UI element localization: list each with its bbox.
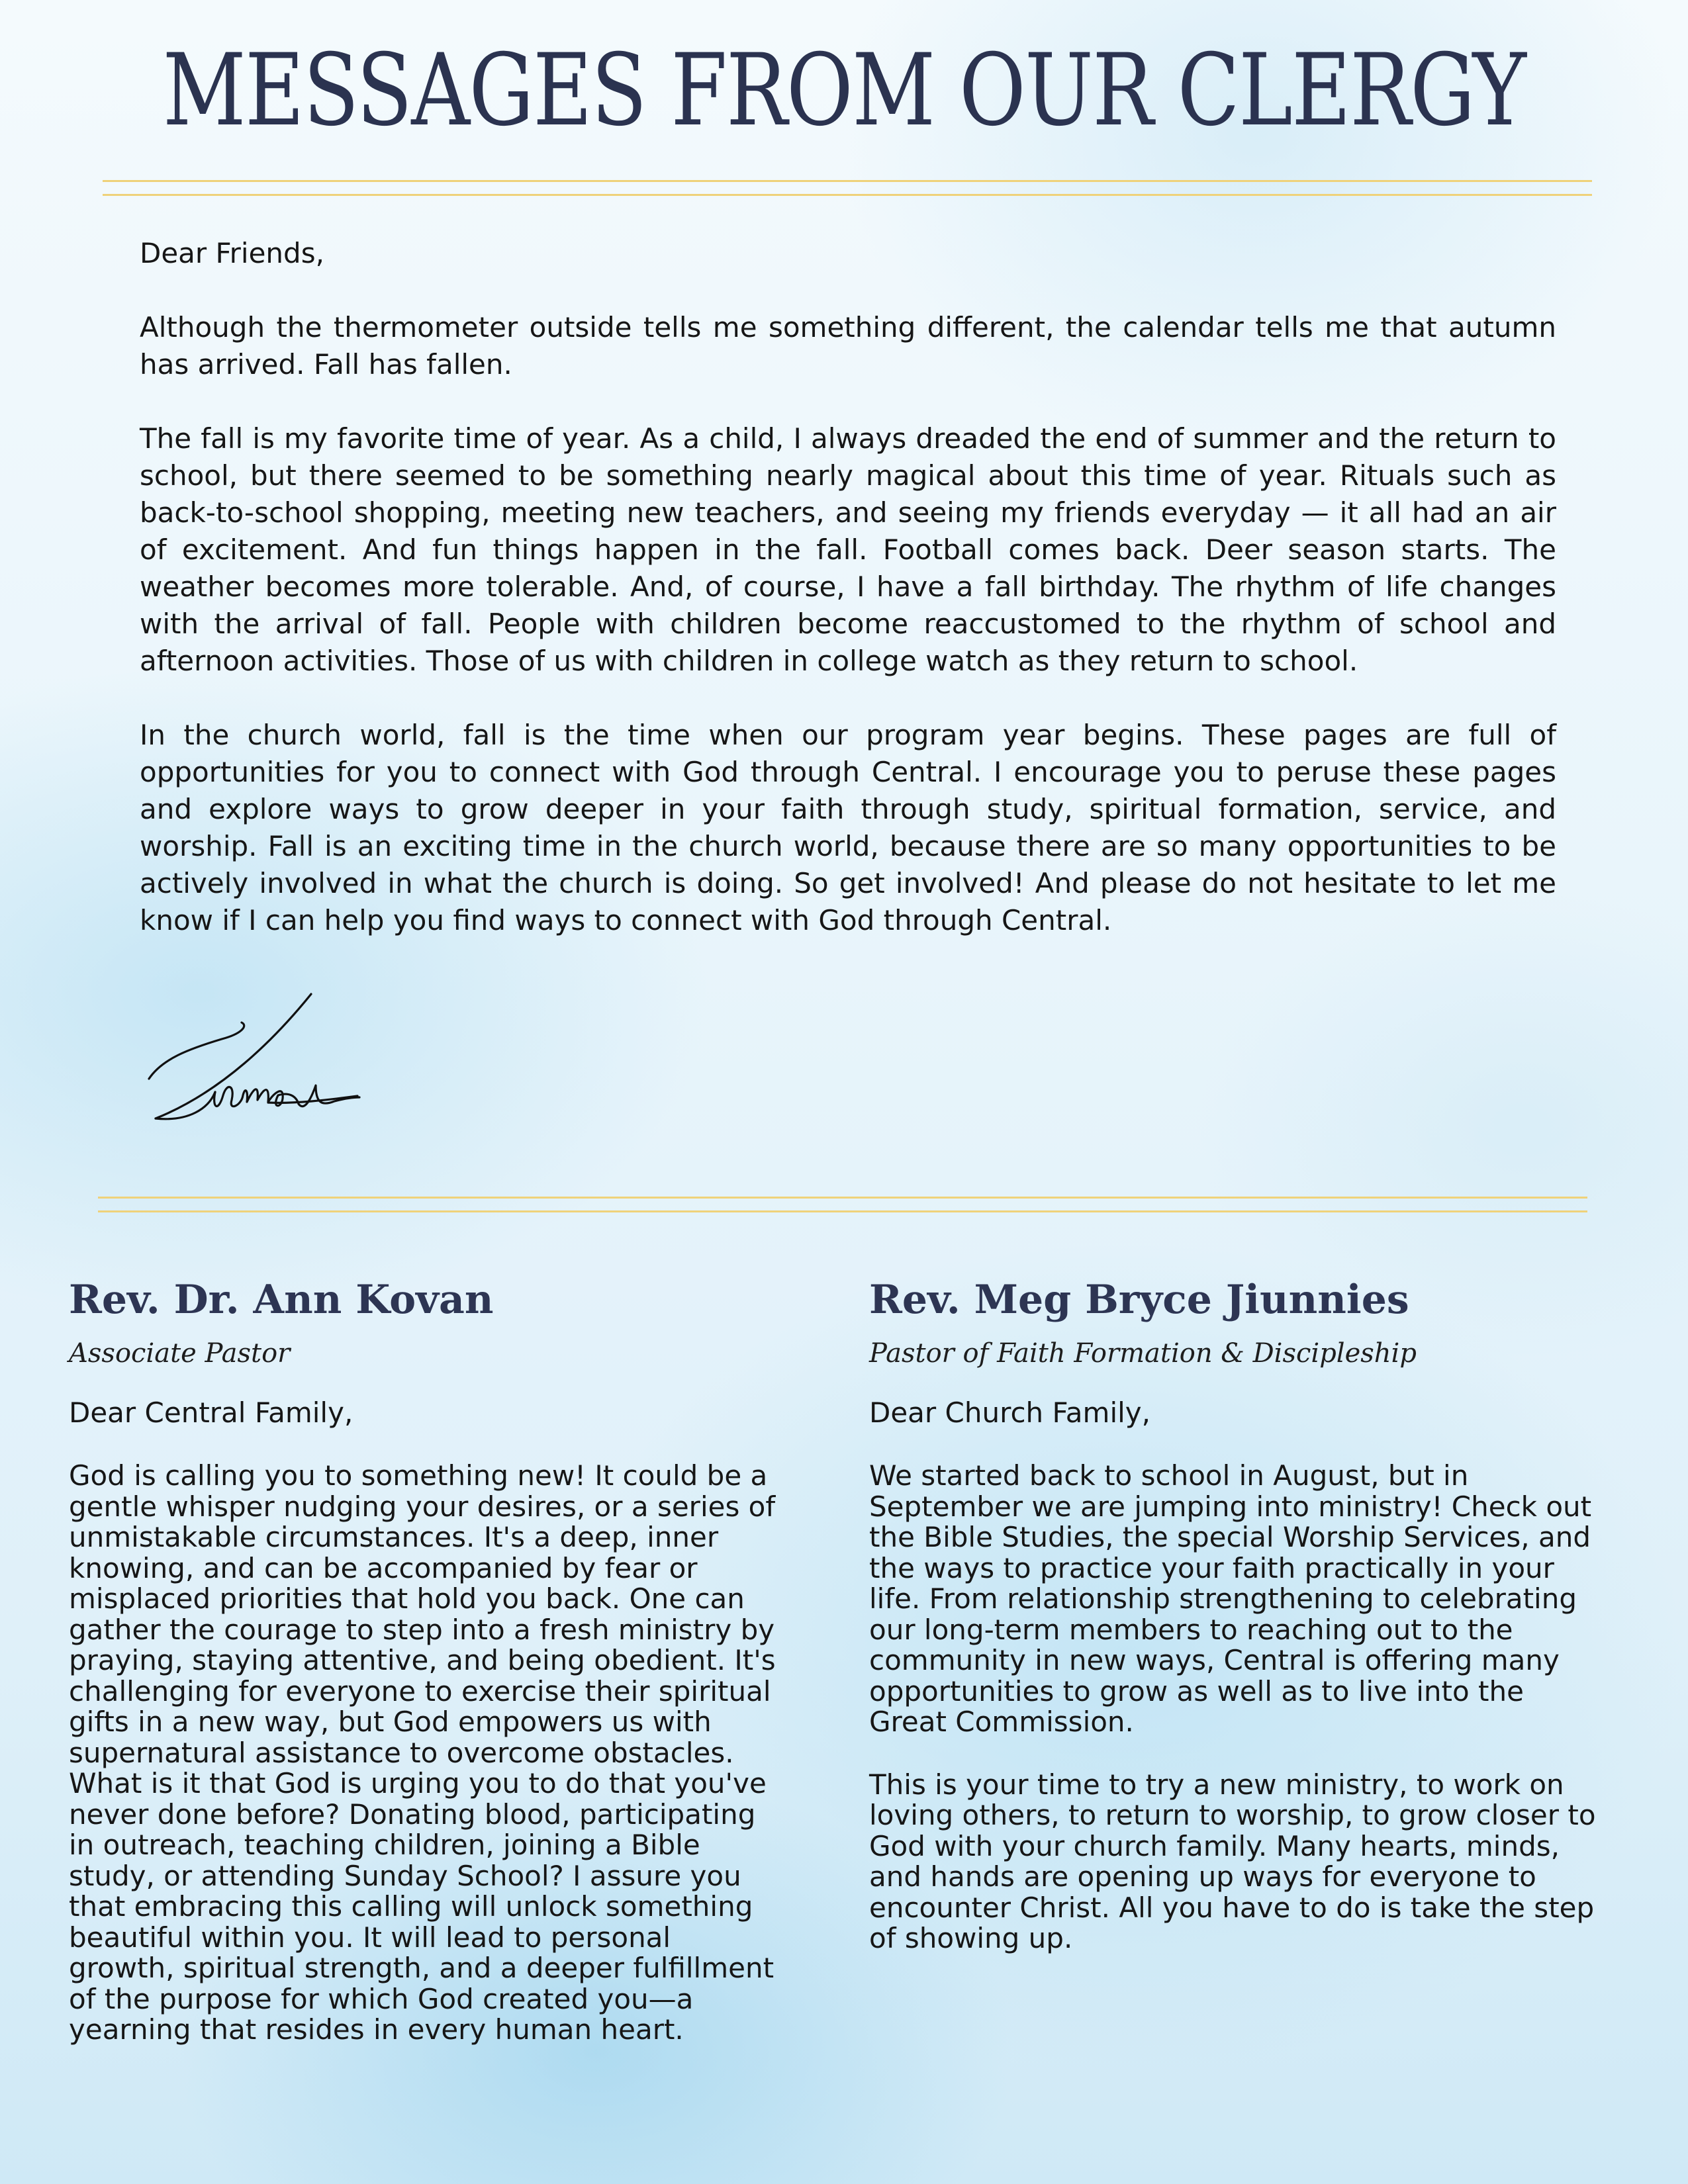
message-paragraph: We started back to school in August, but in September we are jumping into ministry! Check out the Bible Studies, the special Worship Services, and the ways to practice your faith practically in your life. From relationship strengthening to celebrating our long-term members to reaching out to the community in new ways, Central is offering many opportunities to grow as well as to live into the Great Commission. [869,1459,1592,1738]
message-paragraph: This is your time to try a new ministry, to work on loving others, to return to worship, to grow closer to God with your church family. Many hearts, minds, and hands are opening up ways for everyone to encounter Christ. All you have to do is take the step of showing up. [869,1768,1596,1954]
divider-middle-upper [98,1197,1587,1199]
pastor-role: Pastor of Faith Formation & Discipleship [869,1338,1417,1369]
main-letter-paragraph: Although the thermometer outside tells me something different, the calendar tells me that autumn has arrived. Fall has fallen. [140,311,1556,381]
divider-middle-lower [98,1210,1587,1212]
page-title: MESSAGES FROM OUR CLERGY [162,33,1526,148]
main-letter-paragraph: In the church world, fall is the time when our program year begins. These pages are full of opportunities for you to connect with God through Central. I encourage you to peruse these pages and explore ways to grow deeper in your faith through study, spiritual formation, service, and worship. Fall is an exciting time in the church world, because there are so many opportunities to be actively involved in what the church is doing. So get involved! And please do not hesitate to let me know if I can help you find ways to connect with God through Central. [140,719,1556,936]
associate-pastor-message [69,1277,777,2046]
pastor-name: Rev. Meg Bryce Jiunnies [869,1277,1409,1323]
message-paragraph: God is calling you to something new! It could be a gentle whisper nudging your desires, or a series of unmistakable circumstances. It's a deep, inner knowing, and can be accompanied by fear or misplaced priorities that hold you back. One can gather the courage to step into a fresh ministry by praying, staying attentive, and being obedient. It's challenging for everyone to exercise their spiritual gifts in a new way, but God empowers us with supernatural assistance to overcome obstacles. What is it that God is urging you to do that you've never done before? Donating blood, participating in outreach, teaching children, joining a Bible study, or attending Sunday School? I assure you that embracing this calling will unlock something beautiful within you. It will lead to personal growth, spiritual strength, and a deeper fulfillment of the purpose for which God created you—a yearning that resides in every human heart. [69,1459,776,2046]
signature-thomas [142,986,361,1132]
pastor-name: Rev. Dr. Ann Kovan [69,1277,494,1323]
pastor-role: Associate Pastor [69,1338,291,1369]
main-letter [140,235,1556,976]
divider-top-upper [103,180,1592,182]
divider-top-lower [103,194,1592,196]
message-greeting: Dear Central Family, [69,1396,353,1429]
main-letter-greeting: Dear Friends, [140,237,324,269]
faith-formation-pastor-message [869,1277,1604,1954]
message-greeting: Dear Church Family, [869,1396,1151,1429]
main-letter-paragraph: The fall is my favorite time of year. As a child, I always dreaded the end of summer and the return to school, but there seemed to be something nearly magical about this time of year. Rituals such as back-to-school shopping, meeting new teachers, and seeing my friends everyday — it all had an air of excitement. And fun things happen in the fall. Football comes back. Deer season starts. The weather becomes more tolerable. And, of course, I have a fall birthday. The rhythm of life changes with the arrival of fall. People with children become reaccustomed to the rhythm of school and afternoon activities. Those of us with children in college watch as they return to school. [140,422,1556,677]
